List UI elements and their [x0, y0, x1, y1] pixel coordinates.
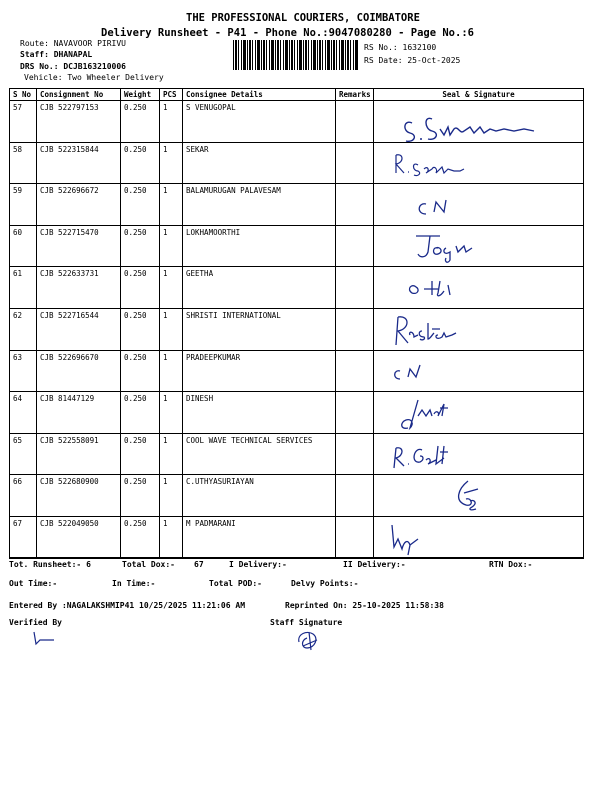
row-pcs: 1 [160, 142, 183, 184]
signature-59 [374, 184, 584, 225]
signature-cell [374, 350, 584, 392]
table-row [10, 142, 584, 184]
table-row [10, 433, 584, 475]
signature-cell [374, 267, 584, 309]
rs-no: RS No.: 1632100 [364, 43, 437, 52]
row-consignment: CJB 522633731 [37, 267, 121, 309]
total-dox-value: 67 [194, 560, 204, 569]
row-sno: 67 [10, 516, 37, 558]
route-label: Route: NAVAVOOR PIRIVU [20, 39, 126, 48]
row-consignee: LOKHAMOORTHI [183, 225, 336, 267]
staff-signature-mark [293, 628, 327, 652]
table-row [10, 308, 584, 350]
signature-cell [374, 101, 584, 143]
row-pcs: 1 [160, 516, 183, 558]
table-header-row [10, 89, 584, 101]
row-remarks [336, 225, 374, 267]
row-weight: 0.250 [121, 225, 160, 267]
row-weight: 0.250 [121, 475, 160, 517]
row-remarks [336, 308, 374, 350]
row-consignee: S VENUGOPAL [183, 101, 336, 143]
signature-cell [374, 225, 584, 267]
row-weight: 0.250 [121, 350, 160, 392]
rs-date: RS Date: 25-Oct-2025 [364, 56, 461, 65]
row-sno: 57 [10, 101, 37, 143]
row-pcs: 1 [160, 101, 183, 143]
row-pcs: 1 [160, 433, 183, 475]
row-remarks [336, 184, 374, 226]
row-consignment: CJB 522315844 [37, 142, 121, 184]
signature-cell [374, 475, 584, 517]
staff-signature-label: Staff Signature [270, 618, 343, 627]
row-remarks [336, 392, 374, 434]
entered-by: Entered By :NAGALAKSHMIP41 10/25/2025 11:21:06 AM [9, 601, 246, 610]
signature-cell [374, 308, 584, 350]
row-consignee: BALAMURUGAN PALAVESAM [183, 184, 336, 226]
row-sno: 58 [10, 142, 37, 184]
reprinted-on: Reprinted On: 25-10-2025 11:58:38 [285, 601, 444, 610]
row-consignment: CJB 522797153 [37, 101, 121, 143]
row-weight: 0.250 [121, 516, 160, 558]
verified-by: Verified By [9, 618, 62, 627]
row-consignment: CJB 522715470 [37, 225, 121, 267]
staff-label: Staff: DHANAPAL [20, 50, 93, 59]
signature-cell [374, 184, 584, 226]
runsheet-table [9, 88, 584, 559]
vehicle-label: Vehicle: Two Wheeler Delivery [24, 73, 164, 82]
signature-64 [374, 392, 584, 433]
row-pcs: 1 [160, 392, 183, 434]
barcode [233, 40, 359, 70]
signature-60 [374, 226, 584, 267]
i-delivery: I Delivery:- [229, 560, 287, 569]
signature-57 [374, 101, 584, 142]
row-weight: 0.250 [121, 308, 160, 350]
row-consignee: GEETHA [183, 267, 336, 309]
row-sno: 66 [10, 475, 37, 517]
drs-label: DRS No.: DCJB163210006 [20, 62, 126, 71]
col-remarks: Remarks [336, 89, 374, 101]
row-weight: 0.250 [121, 392, 160, 434]
row-pcs: 1 [160, 308, 183, 350]
table-bottom-divider [9, 557, 583, 558]
total-dox-label: Total Dox:- [122, 560, 175, 569]
col-consignment: Consignment No [37, 89, 121, 101]
row-sno: 62 [10, 308, 37, 350]
row-remarks [336, 516, 374, 558]
row-pcs: 1 [160, 350, 183, 392]
row-weight: 0.250 [121, 433, 160, 475]
row-remarks [336, 101, 374, 143]
row-consignment: CJB 81447129 [37, 392, 121, 434]
row-remarks [336, 267, 374, 309]
signature-62 [374, 309, 584, 350]
signature-65 [374, 434, 584, 475]
row-remarks [336, 350, 374, 392]
delvy-points: Delvy Points:- [291, 579, 359, 588]
row-pcs: 1 [160, 225, 183, 267]
signature-58 [374, 143, 584, 184]
row-sno: 65 [10, 433, 37, 475]
row-consignment: CJB 522558091 [37, 433, 121, 475]
row-consignment: CJB 522680900 [37, 475, 121, 517]
row-consignment: CJB 522696670 [37, 350, 121, 392]
row-remarks [336, 142, 374, 184]
table-row [10, 267, 584, 309]
row-consignee: SHRISTI INTERNATIONAL [183, 308, 336, 350]
row-consignment: CJB 522696672 [37, 184, 121, 226]
row-pcs: 1 [160, 267, 183, 309]
row-weight: 0.250 [121, 184, 160, 226]
row-sno: 60 [10, 225, 37, 267]
tot-runsheet: Tot. Runsheet:- 6 [9, 560, 91, 569]
col-weight: Weight [121, 89, 160, 101]
total-pod: Total POD:- [209, 579, 262, 588]
out-time: Out Time:- [9, 579, 58, 588]
row-sno: 61 [10, 267, 37, 309]
col-consignee: Consignee Details [183, 89, 336, 101]
row-pcs: 1 [160, 184, 183, 226]
signature-63 [374, 351, 584, 392]
table-row [10, 101, 584, 143]
col-sno: S No [10, 89, 37, 101]
row-weight: 0.250 [121, 142, 160, 184]
verified-signature [30, 630, 70, 648]
signature-cell [374, 433, 584, 475]
row-consignment: CJB 522716544 [37, 308, 121, 350]
signature-67 [374, 517, 584, 558]
row-consignee: C.UTHYASURIAYAN [183, 475, 336, 517]
col-pcs: PCS [160, 89, 183, 101]
ii-delivery: II Delivery:- [343, 560, 406, 569]
table-row [10, 475, 584, 517]
signature-cell [374, 392, 584, 434]
table-row [10, 516, 584, 558]
table-row [10, 392, 584, 434]
rtn-dox: RTN Dox:- [489, 560, 533, 569]
row-consignment: CJB 522049050 [37, 516, 121, 558]
row-weight: 0.250 [121, 101, 160, 143]
row-remarks [336, 433, 374, 475]
row-weight: 0.250 [121, 267, 160, 309]
in-time: In Time:- [112, 579, 156, 588]
signature-61 [374, 267, 584, 308]
row-remarks [336, 475, 374, 517]
row-consignee: PRADEEPKUMAR [183, 350, 336, 392]
row-consignee: M PADMARANI [183, 516, 336, 558]
table-row [10, 184, 584, 226]
table-row [10, 350, 584, 392]
col-signature: Seal & Signature [374, 89, 584, 101]
row-consignee: COOL WAVE TECHNICAL SERVICES [183, 433, 336, 475]
company-title: THE PROFESSIONAL COURIERS, COIMBATORE [186, 12, 420, 24]
row-sno: 64 [10, 392, 37, 434]
signature-cell [374, 516, 584, 558]
signature-cell [374, 142, 584, 184]
signature-66 [374, 475, 584, 516]
row-sno: 59 [10, 184, 37, 226]
row-consignee: SEKAR [183, 142, 336, 184]
table-row [10, 225, 584, 267]
runsheet-subtitle: Delivery Runsheet - P41 - Phone No.:9047080280 - Page No.:6 [101, 27, 474, 39]
row-consignee: DINESH [183, 392, 336, 434]
row-pcs: 1 [160, 475, 183, 517]
row-sno: 63 [10, 350, 37, 392]
